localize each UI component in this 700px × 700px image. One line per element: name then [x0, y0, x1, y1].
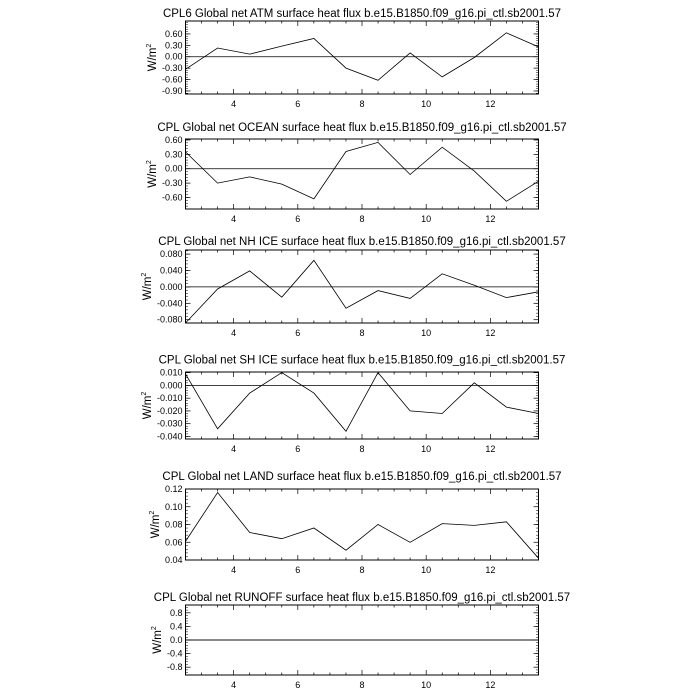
x-tick-label: 10	[421, 328, 432, 338]
x-tick-label: 4	[231, 565, 237, 575]
x-tick-label: 4	[231, 99, 237, 109]
y-axis-unit: W/m	[146, 47, 159, 72]
y-axis-unit-superscript: 2	[140, 272, 148, 277]
y-tick-label: 0.000	[159, 281, 183, 292]
x-tick-label: 10	[421, 680, 432, 690]
panel-title: CPL Global net OCEAN surface heat flux b.e15.B1850.f09_g16.pi_ctl.sb2001.57	[157, 121, 567, 134]
y-tick-label: -0.010	[156, 393, 183, 404]
x-tick-label: 12	[485, 328, 496, 338]
data-series-line	[186, 493, 539, 559]
x-tick-label: 4	[231, 214, 237, 224]
panel-3	[141, 236, 566, 338]
y-axis-unit: W/m	[151, 630, 164, 654]
panel-4	[141, 355, 565, 454]
y-axis-unit-superscript: 2	[145, 43, 153, 48]
y-axis-label	[141, 273, 154, 301]
y-axis-unit: W/m	[149, 514, 162, 539]
y-axis-label	[141, 392, 154, 420]
x-tick-label: 4	[231, 680, 237, 690]
x-tick-label: 8	[359, 214, 365, 224]
panel-5	[149, 471, 562, 575]
panel-title: CPL6 Global net ATM surface heat flux b.e15.B1850.f09_g16.pi_ctl.sb2001.57	[162, 8, 562, 20]
y-tick-label: -0.8	[166, 662, 183, 673]
y-tick-label: 0.30	[164, 149, 183, 160]
y-tick-label: -0.040	[156, 298, 183, 309]
x-tick-label: 4	[231, 444, 237, 454]
x-tick-label: 6	[295, 99, 301, 109]
y-tick-label: 0.040	[159, 265, 183, 276]
y-tick-label: 0.12	[164, 484, 183, 494]
y-tick-label: 0.10	[164, 501, 183, 512]
y-tick-label: 0.60	[164, 134, 183, 145]
y-axis-label	[149, 511, 162, 539]
y-axis-label	[151, 626, 164, 654]
data-series-line	[186, 373, 539, 432]
y-tick-label: -0.030	[156, 418, 183, 429]
y-axis-unit-superscript: 2	[140, 391, 148, 396]
plot-frame	[186, 250, 539, 323]
y-tick-label: 0.00	[164, 51, 183, 62]
y-tick-label: 0.080	[159, 249, 183, 260]
plot-frame	[186, 139, 539, 209]
x-tick-label: 6	[295, 214, 301, 224]
y-axis-unit-superscript: 2	[145, 160, 153, 165]
y-tick-label: -0.30	[161, 63, 183, 74]
y-tick-label: 0.30	[164, 40, 183, 51]
x-tick-label: 12	[485, 214, 496, 224]
plot-frame	[186, 21, 539, 94]
y-tick-label: 0.04	[164, 555, 183, 565]
y-tick-label: 0.000	[159, 380, 183, 391]
x-tick-label: 10	[421, 444, 432, 454]
panel-title: CPL Global net LAND surface heat flux b.e15.B1850.f09_g16.pi_ctl.sb2001.57	[162, 471, 562, 483]
x-tick-label: 12	[485, 680, 496, 690]
y-axis-unit-superscript: 2	[150, 626, 158, 631]
panel-title: CPL Global net NH ICE surface heat flux b.e15.B1850.f09_g16.pi_ctl.sb2001.57	[158, 236, 566, 249]
x-tick-label: 8	[359, 444, 365, 454]
y-tick-label: 0.8	[169, 607, 183, 618]
panel-title: CPL Global net RUNOFF surface heat flux b.e15.B1850.f09_g16.pi_ctl.sb2001.57	[153, 592, 571, 604]
y-axis-label	[146, 160, 159, 188]
y-axis-label	[146, 44, 159, 72]
y-tick-label: -0.90	[161, 85, 183, 96]
y-tick-label: -0.040	[156, 431, 183, 442]
panel-title: CPL Global net SH ICE surface heat flux b.e15.B1850.f09_g16.pi_ctl.sb2001.57	[158, 354, 566, 367]
x-tick-label: 6	[295, 328, 301, 338]
y-axis-unit-superscript: 2	[148, 510, 156, 515]
y-tick-label: -0.30	[161, 178, 183, 189]
panel-6	[151, 592, 570, 690]
y-tick-label: 0.08	[164, 519, 183, 530]
x-tick-label: 12	[485, 99, 496, 109]
y-tick-label: -0.60	[161, 192, 183, 203]
x-tick-label: 10	[421, 99, 432, 109]
data-series-line	[186, 142, 539, 201]
y-tick-label: 0.0	[169, 635, 183, 645]
x-tick-label: 8	[359, 680, 365, 690]
y-axis-unit: W/m	[146, 164, 159, 188]
y-tick-label: 0.60	[164, 28, 183, 39]
x-tick-label: 12	[485, 444, 496, 454]
x-tick-label: 6	[295, 565, 301, 575]
panel-1	[146, 8, 561, 109]
x-tick-label: 4	[231, 328, 237, 338]
y-tick-label: -0.60	[161, 74, 183, 85]
x-tick-label: 6	[295, 444, 301, 454]
x-tick-label: 8	[359, 565, 365, 575]
panel-2	[146, 122, 567, 224]
x-tick-label: 8	[359, 328, 365, 338]
y-tick-label: -0.080	[156, 314, 183, 325]
y-tick-label: 0.00	[164, 163, 183, 174]
data-series-line	[186, 260, 539, 323]
y-axis-unit: W/m	[141, 276, 154, 301]
y-tick-label: 0.010	[159, 367, 183, 378]
x-tick-label: 6	[295, 680, 301, 690]
y-tick-label: -0.4	[166, 648, 183, 659]
x-tick-label: 12	[485, 565, 496, 575]
y-tick-label: 0.06	[164, 537, 183, 548]
x-tick-label: 8	[359, 99, 365, 109]
x-tick-label: 10	[421, 565, 432, 575]
y-tick-label: -0.020	[156, 405, 183, 416]
x-tick-label: 10	[421, 214, 432, 224]
y-tick-label: 0.4	[169, 621, 183, 632]
y-axis-unit: W/m	[141, 395, 154, 420]
